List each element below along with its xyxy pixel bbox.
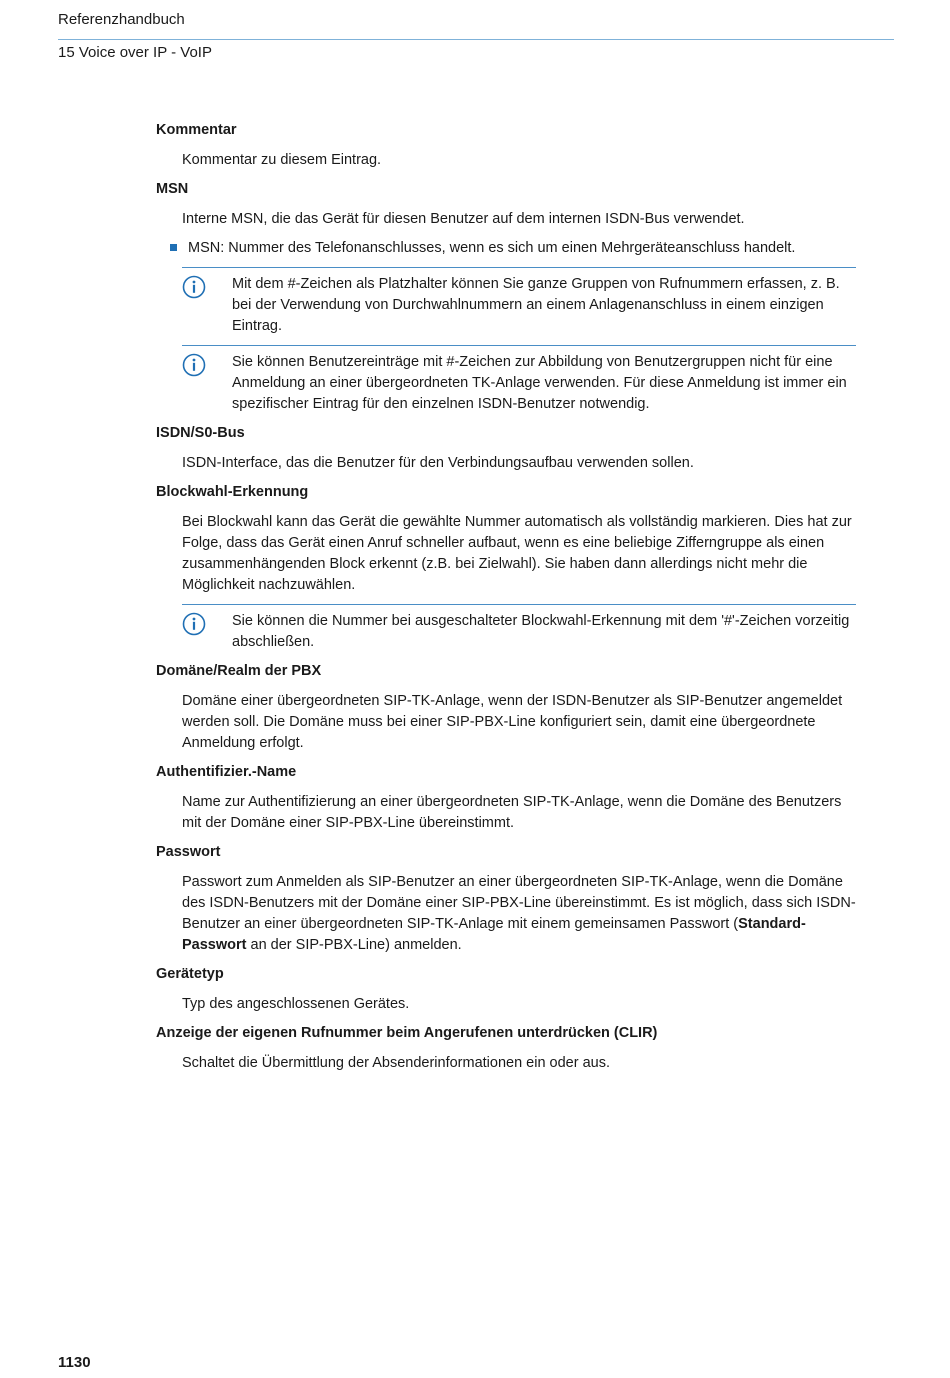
term-blockwahl: Blockwahl-Erkennung — [156, 484, 309, 500]
term-kommentar: Kommentar — [156, 122, 237, 138]
info-icon — [182, 612, 206, 636]
info-note — [182, 267, 856, 337]
desc-passwort-part2: an der SIP-PBX-Line) anmelden. — [246, 937, 462, 953]
desc-passwort-bold: Standard-Passwort — [182, 916, 806, 953]
running-header-title: Referenzhandbuch — [58, 11, 185, 28]
term-domaene: Domäne/Realm der PBX — [156, 663, 322, 679]
desc-kommentar: Kommentar zu diesem Eintrag. — [182, 152, 382, 168]
info-icon — [182, 353, 206, 377]
main-content — [156, 120, 856, 1082]
list-item — [188, 238, 856, 259]
desc-domaene: Domäne einer übergeordneten SIP-TK-Anlage, wenn der ISDN-Benutzer als SIP-Benutzer angemeldet werden soll. Die Domäne muss bei einer SIP-PBX-Line konfiguriert sein, damit eine übergeordnete Anmeldung erfolgt. — [182, 693, 843, 751]
desc-passwort — [182, 872, 856, 956]
bullet-text: MSN: Nummer des Telefonanschlusses, wenn es sich um einen Mehrgeräteanschluss handelt. — [188, 240, 796, 256]
term-auth-name: Authentifizier.-Name — [156, 764, 297, 780]
bullet-square-icon — [170, 244, 177, 251]
desc-passwort-part1: Passwort zum Anmelden als SIP-Benutzer an einer übergeordneten SIP-TK-Anlage, wenn die Domäne des ISDN-Benutzers mit der Domäne einer SIP-PBX-Line übereinstimmt. Es ist möglich, dass sich ISDN-Benutzer an einer übergeordneten SIP-TK-Anlage mit einem gemeinsamen Passwort ( — [182, 874, 856, 932]
desc-auth-name: Name zur Authentifizierung an einer übergeordneten SIP-TK-Anlage, wenn die Domäne des Benutzers mit der Domäne einer SIP-PBX-Line übereinstimmt. — [182, 794, 842, 831]
note-text: Sie können die Nummer bei ausgeschalteter Blockwahl-Erkennung mit dem '#'-Zeichen vorzeitig abschließen. — [232, 613, 850, 650]
page-number: 1130 — [58, 1354, 91, 1371]
header-divider — [58, 39, 894, 40]
desc-blockwahl: Bei Blockwahl kann das Gerät die gewählte Nummer automatisch als vollständig markieren. Dies hat zur Folge, dass das Gerät einen Anruf schneller aufbaut, wenn es eine beliebige Zifferngruppe als einen zusammenhängenden Block erkennt (z.B. bei Zielwahl). Sie haben dann allerdings nicht mehr die Möglichkeit nachzuwählen. — [182, 514, 852, 593]
desc-clir: Schaltet die Übermittlung der Absenderinformationen ein oder aus. — [182, 1055, 611, 1071]
desc-geraetetyp: Typ des angeschlossenen Gerätes. — [182, 996, 410, 1012]
desc-isdn-bus: ISDN-Interface, das die Benutzer für den Verbindungsaufbau verwenden sollen. — [182, 455, 694, 471]
info-icon — [182, 275, 206, 299]
info-note — [182, 604, 856, 653]
term-msn: MSN — [156, 181, 189, 197]
running-header-chapter: 15 Voice over IP - VoIP — [58, 44, 212, 61]
info-note — [182, 345, 856, 415]
term-isdn-bus: ISDN/S0-Bus — [156, 425, 245, 441]
note-text: Mit dem #-Zeichen als Platzhalter können Sie ganze Gruppen von Rufnummern erfassen, z. B. bei der Verwendung von Durchwahlnummern an einem Anlagenanschluss in einem einzigen Eintrag. — [232, 276, 840, 334]
desc-msn: Interne MSN, die das Gerät für diesen Benutzer auf dem internen ISDN-Bus verwendet. — [182, 211, 745, 227]
note-text: Sie können Benutzereinträge mit #-Zeichen zur Abbildung von Benutzergruppen nicht für eine Anmeldung an einer übergeordneten TK-Anlage verwenden. Für diese Anmeldung ist immer ein spezifischer Eintrag für den einzelnen ISDN-Benutzer notwendig. — [232, 354, 847, 412]
term-geraetetyp: Gerätetyp — [156, 966, 224, 982]
term-clir: Anzeige der eigenen Rufnummer beim Angerufenen unterdrücken (CLIR) — [156, 1025, 658, 1041]
term-passwort: Passwort — [156, 844, 221, 860]
